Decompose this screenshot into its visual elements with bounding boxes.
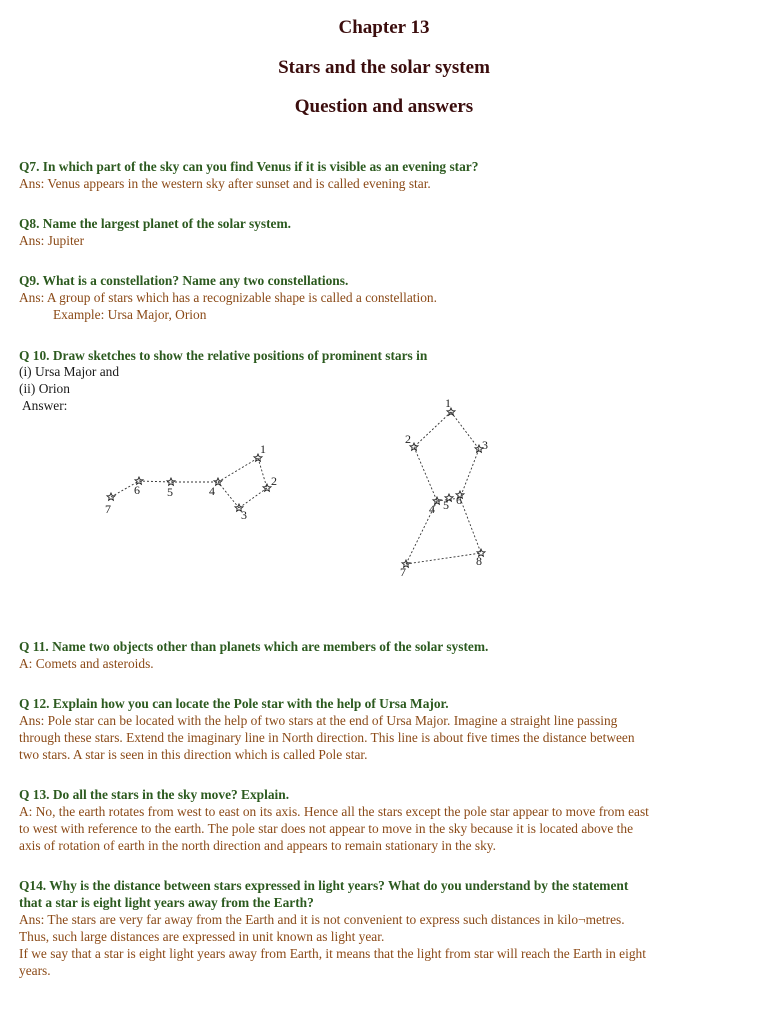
orion-label-4: 4 bbox=[429, 502, 435, 516]
orion-label-3: 3 bbox=[482, 438, 488, 452]
q10-item-orion: (ii) Orion bbox=[19, 381, 70, 396]
q10-question: Q 10. Draw sketches to show the relative positions of prominent stars in bbox=[19, 348, 428, 363]
ursa-major-label-7: 7 bbox=[105, 502, 111, 516]
q13-answer-line: to west with reference to the earth. The pole star does not appear to move in the sky because it is located above the bbox=[19, 821, 634, 836]
orion-star-2 bbox=[410, 443, 418, 450]
q10-item-ursa-major: (i) Ursa Major and bbox=[19, 364, 120, 379]
q14-answer-line: Thus, such large distances are expressed in unit known as light year. bbox=[19, 929, 385, 944]
q13-answer-line: A: No, the earth rotates from west to east on its axis. Hence all the stars except the pole star appear to move from east bbox=[19, 804, 649, 819]
section-title: Question and answers bbox=[294, 96, 474, 117]
orion-label-8: 8 bbox=[476, 554, 482, 568]
q11-question: Q 11. Name two objects other than planets which are members of the solar system. bbox=[19, 639, 489, 654]
q12-answer-line: through these stars. Extend the imaginary line in North direction. This line is about five times the distance between bbox=[19, 730, 635, 745]
orion-label-6: 6 bbox=[456, 493, 462, 507]
page-subject: Stars and the solar system bbox=[278, 57, 490, 78]
q10-answer-label: Answer: bbox=[22, 398, 68, 413]
ursa-major-star-2 bbox=[263, 484, 271, 491]
q13-answer bbox=[19, 803, 754, 854]
constellation-sketches bbox=[0, 390, 768, 590]
q13-question: Q 13. Do all the stars in the sky move? Explain. bbox=[19, 787, 290, 802]
orion-label-2: 2 bbox=[405, 432, 411, 446]
orion-sketch bbox=[406, 412, 481, 564]
orion-label-1: 1 bbox=[445, 396, 451, 410]
q9-answer: Ans: A group of stars which has a recognizable shape is called a constellation. bbox=[19, 290, 437, 305]
q12-answer bbox=[19, 712, 754, 763]
orion-label-7: 7 bbox=[400, 565, 406, 579]
q8-answer: Ans: Jupiter bbox=[19, 233, 85, 248]
ursa-major-label-2: 2 bbox=[271, 474, 277, 488]
q12-answer-line: Ans: Pole star can be located with the help of two stars at the end of Ursa Major. Imagine a straight line passing bbox=[19, 713, 618, 728]
q14-answer-line: years. bbox=[19, 963, 51, 978]
ursa-major-label-6: 6 bbox=[134, 483, 140, 497]
q14-answer bbox=[19, 911, 754, 979]
q14-answer-line: Ans: The stars are very far away from the Earth and it is not convenient to express such distances in kilo¬metres. bbox=[19, 912, 625, 927]
chapter-title: Chapter 13 bbox=[338, 17, 430, 38]
q7-question: Q7. In which part of the sky can you find Venus if it is visible as an evening star? bbox=[19, 159, 479, 174]
q12-answer-line: two stars. A star is seen in this direction which is called Pole star. bbox=[19, 747, 368, 762]
q14-question-line: Q14. Why is the distance between stars expressed in light years? What do you understand by the statement bbox=[19, 878, 629, 893]
q14-question bbox=[19, 877, 754, 911]
ursa-major-label-5: 5 bbox=[167, 485, 173, 499]
ursa-major-label-4: 4 bbox=[209, 484, 215, 498]
q12-question: Q 12. Explain how you can locate the Pole star with the help of Ursa Major. bbox=[19, 696, 449, 711]
q11-answer: A: Comets and asteroids. bbox=[19, 656, 154, 671]
q8-question: Q8. Name the largest planet of the solar system. bbox=[19, 216, 291, 231]
ursa-major-label-3: 3 bbox=[241, 508, 247, 522]
q14-answer-line: If we say that a star is eight light years away from Earth, it means that the light from star will reach the Earth in eight bbox=[19, 946, 646, 961]
q13-answer-line: axis of rotation of earth in the north direction and appears to remain stationary in the sky. bbox=[19, 838, 496, 853]
q14-question-line: that a star is eight light years away from the Earth? bbox=[19, 895, 314, 910]
q7-answer: Ans: Venus appears in the western sky after sunset and is called evening star. bbox=[19, 176, 431, 191]
q9-example: Example: Ursa Major, Orion bbox=[53, 307, 207, 322]
orion-label-5: 5 bbox=[443, 498, 449, 512]
q9-question: Q9. What is a constellation? Name any two constellations. bbox=[19, 273, 349, 288]
ursa-major-label-1: 1 bbox=[260, 442, 266, 456]
